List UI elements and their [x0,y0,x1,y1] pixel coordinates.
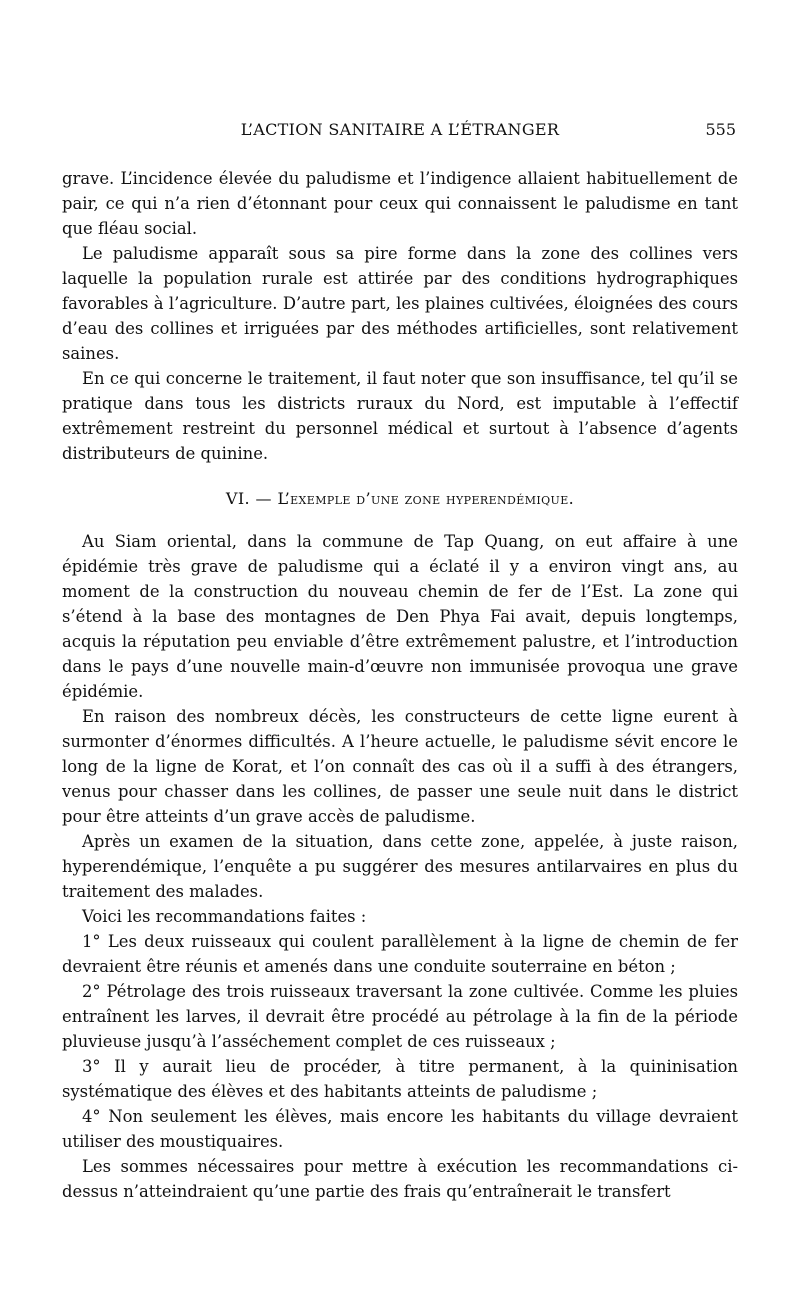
paragraph: En raison des nombreux décès, les constructeurs de cette ligne eurent à surmonter d’énormes difficultés. A l’heure actuelle, le paludisme sévit encore le long de la ligne de Korat, et l’on connaît des cas où il a suffi à des étrangers, venus pour chasser dans les collines, de passer une seule nuit dans le district pour être atteints d’un grave accès de paludisme. [62,707,738,826]
recommendation-item: 4° Non seulement les élèves, mais encore les habitants du village devraient utiliser des moustiquaires. [62,1107,738,1151]
running-header [62,120,738,146]
paragraph: grave. L’incidence élevée du paludisme et l’indigence allaient habituellement de pair, ce qui n’a rien d’étonnant pour ceux qui connaissent le paludisme en tant que fléau social. [62,169,738,238]
paragraph: Les sommes nécessaires pour mettre à exécution les recommandations ci-dessus n’atteindraient qu’une partie des frais qu’entraînerait le transfert [62,1157,738,1201]
recommendation-item: 2° Pétrolage des trois ruisseaux traversant la zone cultivée. Comme les pluies entraînent les larves, il devrait être procédé au pétrolage à la fin de la période pluvieuse jusqu’à l’asséchement complet de ces ruisseaux ; [62,982,738,1051]
recommendation-item: 3° Il y aurait lieu de procéder, à titre permanent, à la quininisation systématique des élèves et des habitants atteints de paludisme ; [62,1057,738,1101]
paragraph: Voici les recommandations faites : [82,907,367,926]
paragraph: Au Siam oriental, dans la commune de Tap Quang, on eut affaire à une épidémie très grave de paludisme qui a éclaté il y a environ vingt ans, au moment de la construction du nouveau chemin de fer de l’Est. La zone qui s’étend à la base des montagnes de Den Phya Fai avait, depuis longtemps, acquis la réputation peu enviable d’être extrêmement palustre, et l’introduction dans le pays d’une nouvelle main-d’œuvre non immunisée provoqua une grave épidémie. [62,532,738,701]
page-body [62,166,738,1204]
section-number: VI. [225,489,251,508]
running-title: L’ACTION SANITAIRE A L’ÉTRANGER [240,120,560,139]
section-heading [62,486,738,511]
paragraph: Le paludisme apparaît sous sa pire forme dans la zone des collines vers laquelle la population rurale est attirée par des conditions hydrographiques favorables à l’agriculture. D’autre part, les plaines cultivées, éloignées des cours d’eau des collines et irriguées par des méthodes artificielles, sont relativement saines. [62,244,738,363]
paragraph: En ce qui concerne le traitement, il faut noter que son insuffisance, tel qu’il se pratique dans tous les districts ruraux du Nord, est imputable à l’effectif extrêmement restreint du personnel médical et surtout à l’absence d’agents distributeurs de quinine. [62,369,738,463]
recommendation-item: 1° Les deux ruisseaux qui coulent parallèlement à la ligne de chemin de fer devraient être réunis et amenés dans une conduite souterraine en béton ; [62,932,738,976]
section-dash: — [255,489,272,508]
section-title: L’exemple d’une zone hyperendémique. [277,489,575,508]
page-number: 555 [705,120,736,139]
paragraph: Après un examen de la situation, dans cette zone, appelée, à juste raison, hyperendémique, l’enquête a pu suggérer des mesures antilarvaires en plus du traitement des malades. [62,832,738,901]
